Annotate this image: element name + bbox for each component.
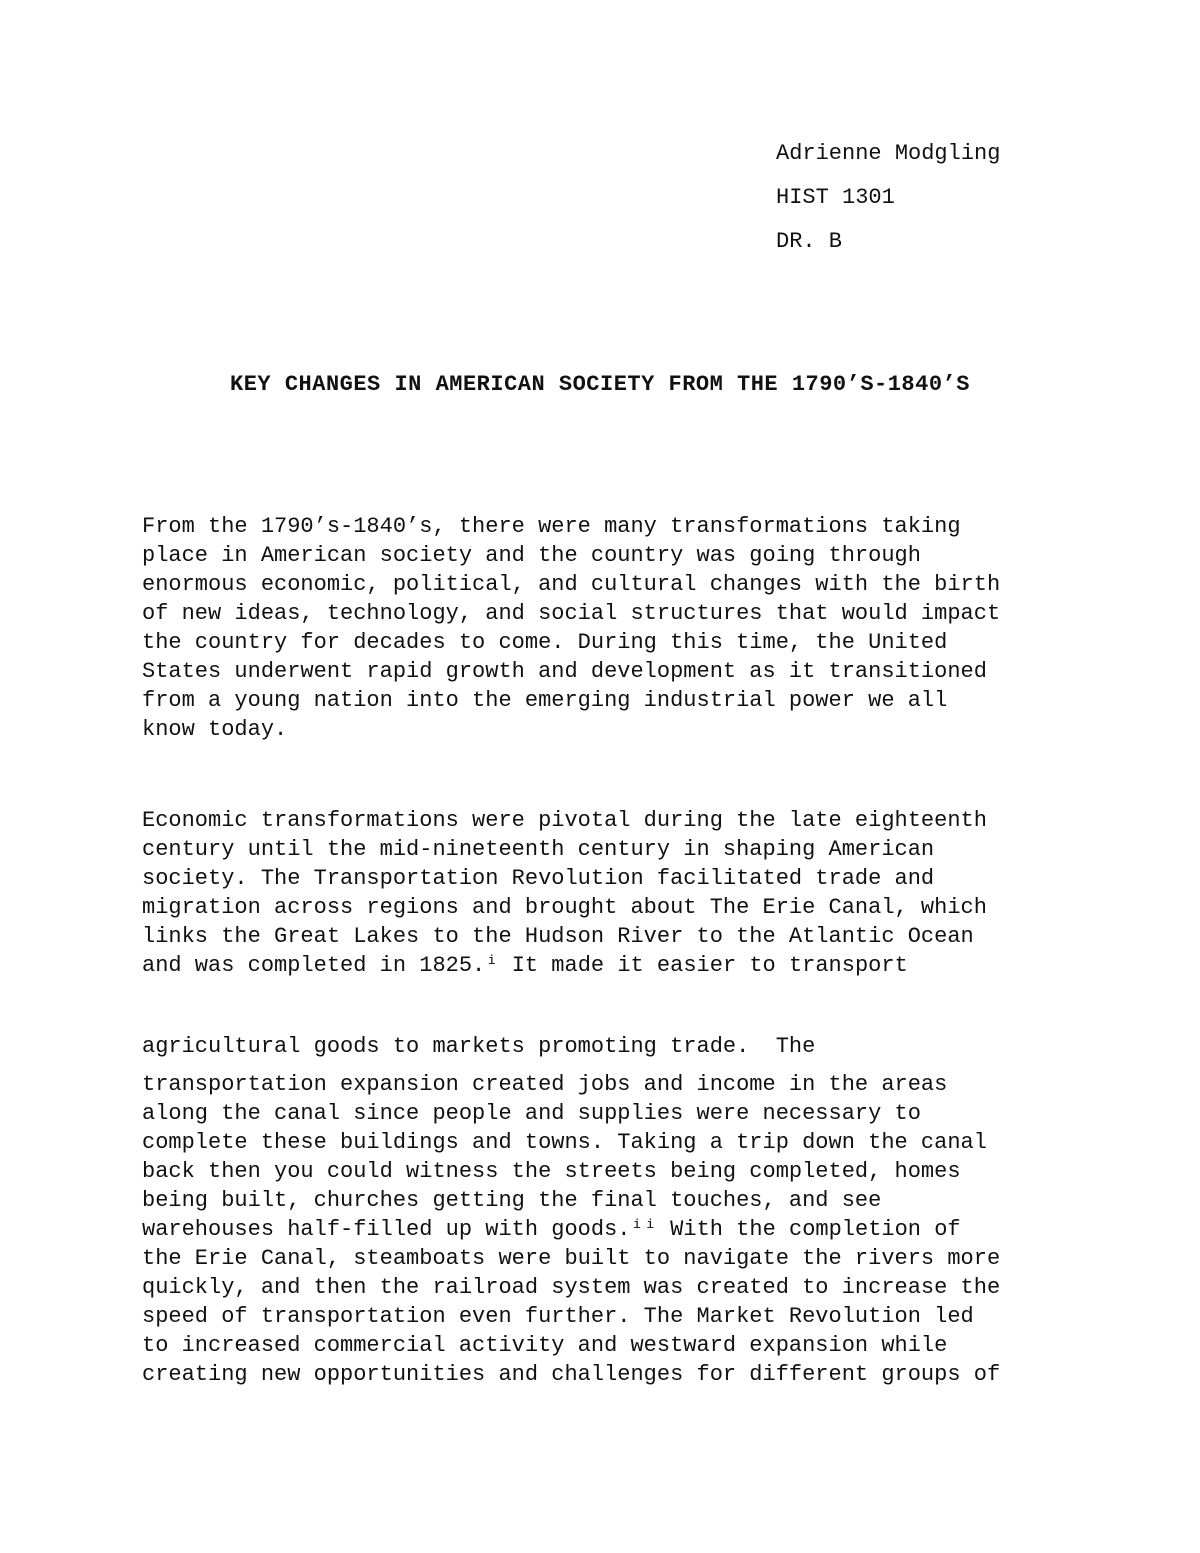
paragraph-economic <box>142 806 987 980</box>
text-line: agricultural goods to markets promoting trade. The <box>142 1034 816 1059</box>
text-line: enormous economic, political, and cultural changes with the birth <box>142 572 1001 597</box>
paragraph-transportation <box>142 1070 1000 1389</box>
course-code: HIST 1301 <box>776 185 895 210</box>
text-line: States underwent rapid growth and development as it transitioned <box>142 659 987 684</box>
text-line: of new ideas, technology, and social structures that would impact <box>142 601 1001 626</box>
text-line: and was completed in 1825.ⁱ It made it easier to transport <box>142 953 908 978</box>
paragraph-intro <box>142 512 1000 744</box>
text-line: from a young nation into the emerging industrial power we all <box>142 688 948 713</box>
text-line: back then you could witness the streets being completed, homes <box>142 1159 961 1184</box>
text-line: the country for decades to come. During this time, the United <box>142 630 948 655</box>
text-line: From the 1790’s-1840’s, there were many transformations taking <box>142 514 961 539</box>
text-line: society. The Transportation Revolution facilitated trade and <box>142 866 935 891</box>
text-line: complete these buildings and towns. Taking a trip down the canal <box>142 1130 987 1155</box>
author-name: Adrienne Modgling <box>776 141 1001 166</box>
text-line: to increased commercial activity and westward expansion while <box>142 1333 948 1358</box>
text-line: being built, churches getting the final touches, and see <box>142 1188 882 1213</box>
text-line: place in American society and the country was going through <box>142 543 921 568</box>
text-line: the Erie Canal, steamboats were built to navigate the rivers more <box>142 1246 1001 1271</box>
text-line: transportation expansion created jobs and income in the areas <box>142 1072 948 1097</box>
document-title: KEY CHANGES IN AMERICAN SOCIETY FROM THE 1790’S-1840’S <box>230 372 970 397</box>
text-line: links the Great Lakes to the Hudson River to the Atlantic Ocean <box>142 924 974 949</box>
text-line: warehouses half-filled up with goods.ⁱⁱ With the completion of <box>142 1217 961 1242</box>
author-header <box>776 140 1000 272</box>
text-line: along the canal since people and supplies were necessary to <box>142 1101 921 1126</box>
text-line: know today. <box>142 717 288 742</box>
text-line: quickly, and then the railroad system was created to increase the <box>142 1275 1001 1300</box>
text-line: creating new opportunities and challenges for different groups of <box>142 1362 1001 1387</box>
text-line: Economic transformations were pivotal during the late eighteenth <box>142 808 987 833</box>
text-line: century until the mid-nineteenth century in shaping American <box>142 837 935 862</box>
text-line: migration across regions and brought about The Erie Canal, which <box>142 895 987 920</box>
paragraph-continuation <box>142 1032 815 1061</box>
text-line: speed of transportation even further. The Market Revolution led <box>142 1304 974 1329</box>
instructor-name: DR. B <box>776 229 843 254</box>
